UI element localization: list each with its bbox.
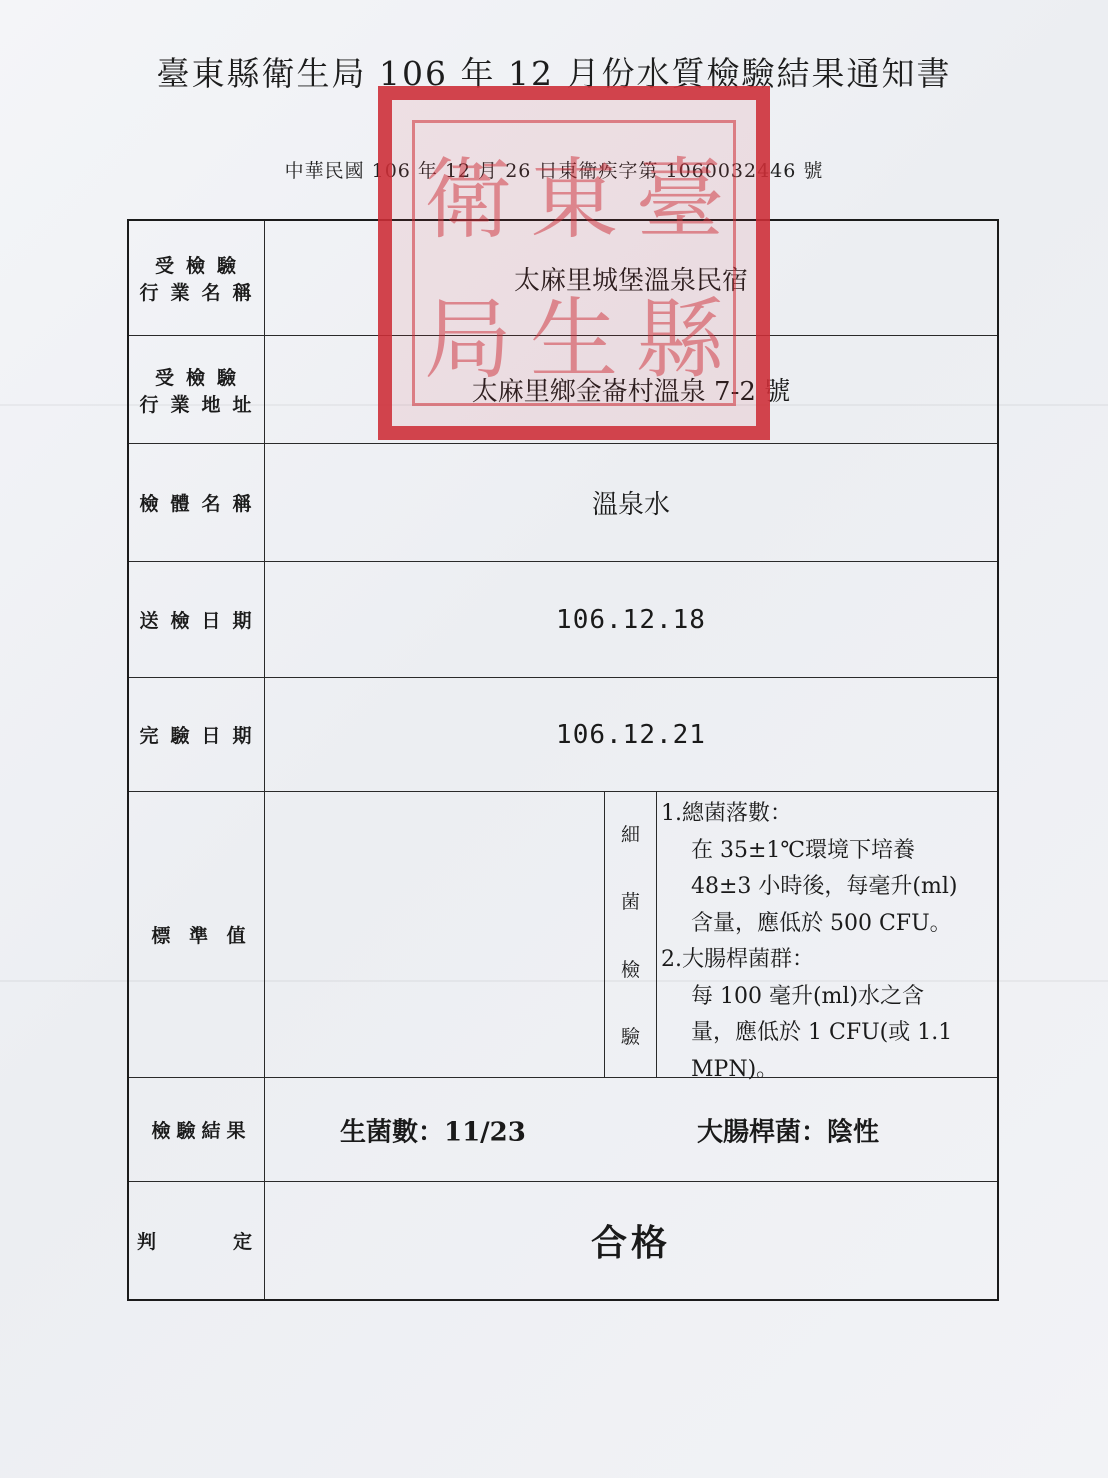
standard-blank-cell xyxy=(265,792,605,1077)
label-business-name xyxy=(129,221,265,335)
category-char: 細 xyxy=(620,824,640,847)
row-submit-date xyxy=(129,562,997,678)
row-result xyxy=(129,1078,997,1182)
criteria-line: 在 35±1℃環境下培養 xyxy=(691,837,916,863)
label-complete-date: 完驗日期 xyxy=(129,678,265,791)
row-standard xyxy=(129,792,997,1082)
category-char: 菌 xyxy=(620,891,640,914)
category-char: 驗 xyxy=(620,1025,640,1048)
criteria-line: 2.大腸桿菌群： xyxy=(661,947,814,972)
document-number: 中華民國 106 年 12 月 26 日東衛疾字第 1060032446 號 xyxy=(284,160,824,182)
label-submit-date: 送檢日期 xyxy=(129,562,265,677)
row-business-name xyxy=(129,221,997,336)
seal-char: 局 xyxy=(423,288,512,391)
criteria-line: 48±3 小時後，每毫升(ml) xyxy=(691,874,958,899)
row-complete-date xyxy=(129,678,997,792)
label-line: 行業名稱 xyxy=(139,282,264,304)
coliform-result: 大腸桿菌：陰性 xyxy=(697,1117,880,1147)
seal-char: 生 xyxy=(529,288,618,391)
criteria-line: 每 100 毫升(ml)水之含 xyxy=(691,983,925,1009)
value-complete-date: 106.12.21 xyxy=(556,719,706,750)
seal-char: 縣 xyxy=(635,288,724,391)
seal-char: 東 xyxy=(529,148,618,251)
value-sample-name: 溫泉水 xyxy=(591,490,670,520)
seal-char: 臺 xyxy=(635,148,724,251)
value-business-name: 太麻里城堡溫泉民宿 xyxy=(513,265,748,296)
row-verdict xyxy=(129,1182,997,1299)
document-title: 臺東縣衛生局 106 年 12 月份水質檢驗結果通知書 xyxy=(156,54,952,93)
inspection-form-table xyxy=(127,219,999,1301)
label-verdict xyxy=(129,1182,265,1299)
label-business-address xyxy=(129,336,265,443)
label-sample-name: 檢體名稱 xyxy=(129,444,265,561)
value-submit-date: 106.12.18 xyxy=(556,604,706,635)
criteria-line: 量，應低於 1 CFU(或 1.1 xyxy=(691,1020,953,1045)
label-line: 受檢驗 xyxy=(154,255,248,277)
criteria-line: 1.總菌落數： xyxy=(661,801,792,826)
row-business-address xyxy=(129,336,997,444)
criteria-line: 含量，應低於 500 CFU。 xyxy=(691,910,952,936)
label-char: 定 xyxy=(232,1231,252,1253)
label-line: 受檢驗 xyxy=(154,366,248,389)
row-sample-name xyxy=(129,444,997,562)
bacteria-count: 生菌數：11/23 xyxy=(340,1117,526,1147)
criteria-line: MPN)。 xyxy=(691,1056,779,1082)
value-business-address: 太麻里鄉金崙村溫泉 7-2 號 xyxy=(471,377,791,407)
result-values xyxy=(265,1078,997,1181)
standard-category xyxy=(605,792,657,1077)
seal-char: 衛 xyxy=(423,148,512,251)
label-char: 判 xyxy=(137,1231,157,1253)
category-char: 檢 xyxy=(620,958,640,981)
label-result: 檢驗結果 xyxy=(129,1078,265,1181)
label-line: 行業地址 xyxy=(139,393,264,416)
verdict-value: 合格 xyxy=(590,1222,671,1264)
label-standard: 標 準 值 xyxy=(129,792,265,1077)
standard-criteria xyxy=(661,796,995,1088)
